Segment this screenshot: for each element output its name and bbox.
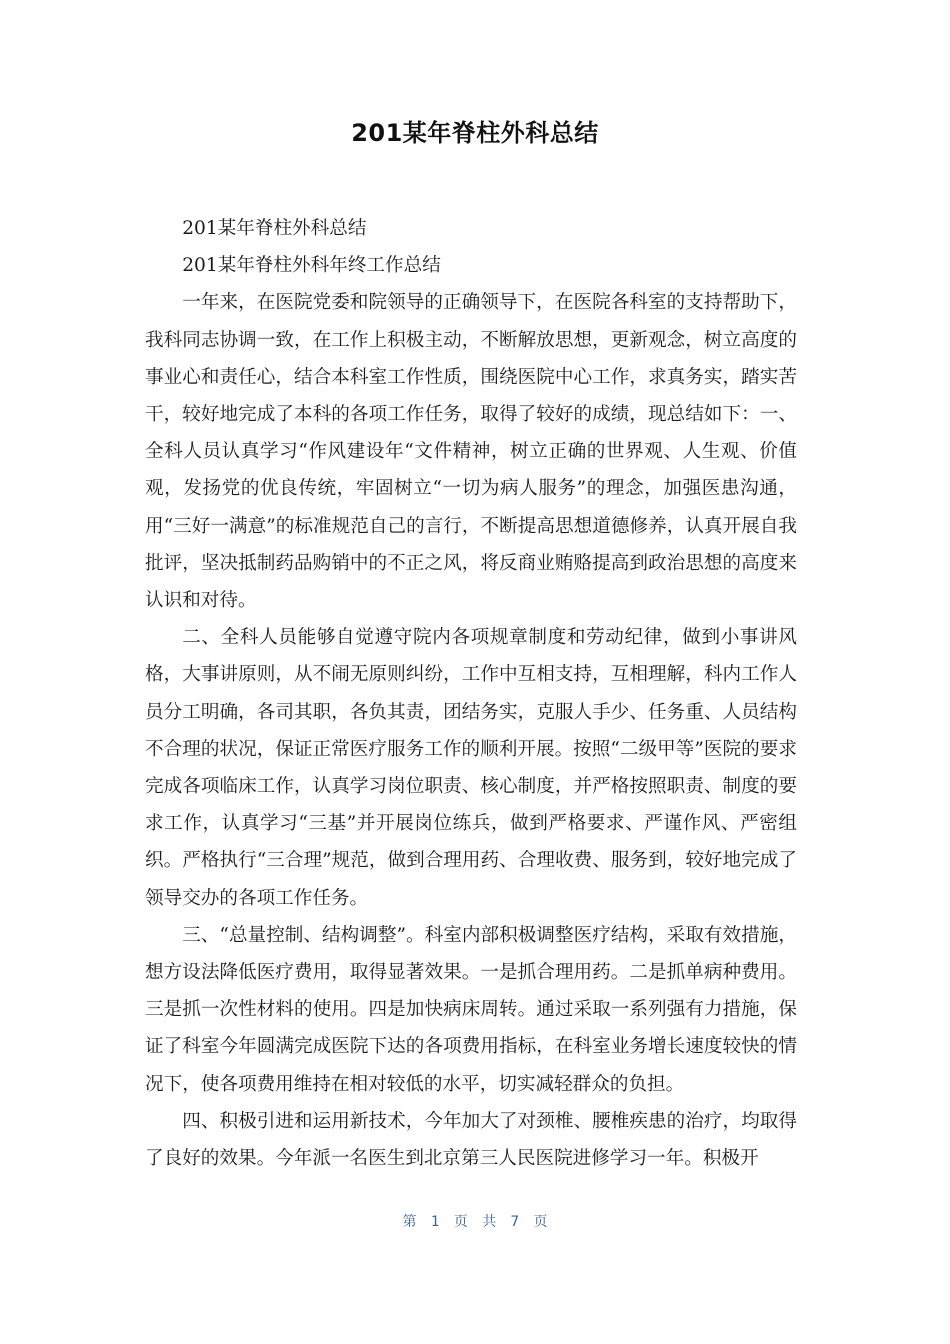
paragraph-subheading: 201某年脊柱外科年终工作总结 bbox=[182, 255, 441, 277]
paragraph-section-two: 二、全科人员能够自觉遵守院内各项规章制度和劳动纪律，做到小事讲风格，大事讲原则，从不闹无原则纠纷，工作中互相支持，互相理解，科内工作人员分工明确，各司其职，各负其责，团结务实，克服人手少、任务重、人员结构不合理的状况，保证正常医疗服务工作的顺利开展。按照“二级甲等”医院的要求完成各项临床工作，认真学习岗位职责、核心制度，并严格按照职责、制度的要求工作，认真学习“三基”并开展岗位练兵，做到严格要求、严谨作风、严密组织。严格执行“三合理”规范，做到合理用药、合理收费、服务到，较好地完成了领导交办的各项工作任务。 bbox=[145, 627, 797, 909]
document-body bbox=[145, 210, 797, 1177]
page-number: 第 1 页 共 7 页 bbox=[402, 1214, 548, 1230]
paragraph-intro: 一年来，在医院党委和院领导的正确领导下，在医院各科室的支持帮助下，我科同志协调一致，在工作上积极主动，不断解放思想，更新观念，树立高度的事业心和责任心，结合本科室工作性质，围绕医院中心工作，求真务实，踏实苦干，较好地完成了本科的各项工作任务，取得了较好的成绩，现总结如下：一、全科人员认真学习“作风建设年“文件精神，树立正确的世界观、人生观、价值观，发扬党的优良传统，牢固树立“一切为病人服务”的理念，加强医患沟通，用“三好一满意”的标准规范自己的言行，不断提高思想道德修养，认真开展自我批评，坚决抵制药品购销中的不正之风，将反商业贿赂提高到政治思想的高度来认识和对待。 bbox=[145, 292, 797, 612]
document-title: 201某年脊柱外科总结 bbox=[351, 119, 599, 147]
paragraph-section-three: 三、“总量控制、结构调整”。科室内部积极调整医疗结构，采取有效措施，想方设法降低医疗费用，取得显著效果。一是抓合理用药。二是抓单病种费用。三是抓一次性材料的使用。四是加快病床周转。通过采取一系列强有力措施，保证了科室今年圆满完成医院下达的各项费用指标，在科室业务增长速度较快的情况下，使各项费用维持在相对较低的水平，切实减轻群众的负担。 bbox=[145, 924, 797, 1095]
paragraph-section-four: 四、积极引进和运用新技术，今年加大了对颈椎、腰椎疾患的治疗，均取得了良好的效果。今年派一名医生到北京第三人民医院进修学习一年。积极开 bbox=[145, 1110, 797, 1170]
paragraph-heading: 201某年脊柱外科总结 bbox=[182, 218, 367, 239]
